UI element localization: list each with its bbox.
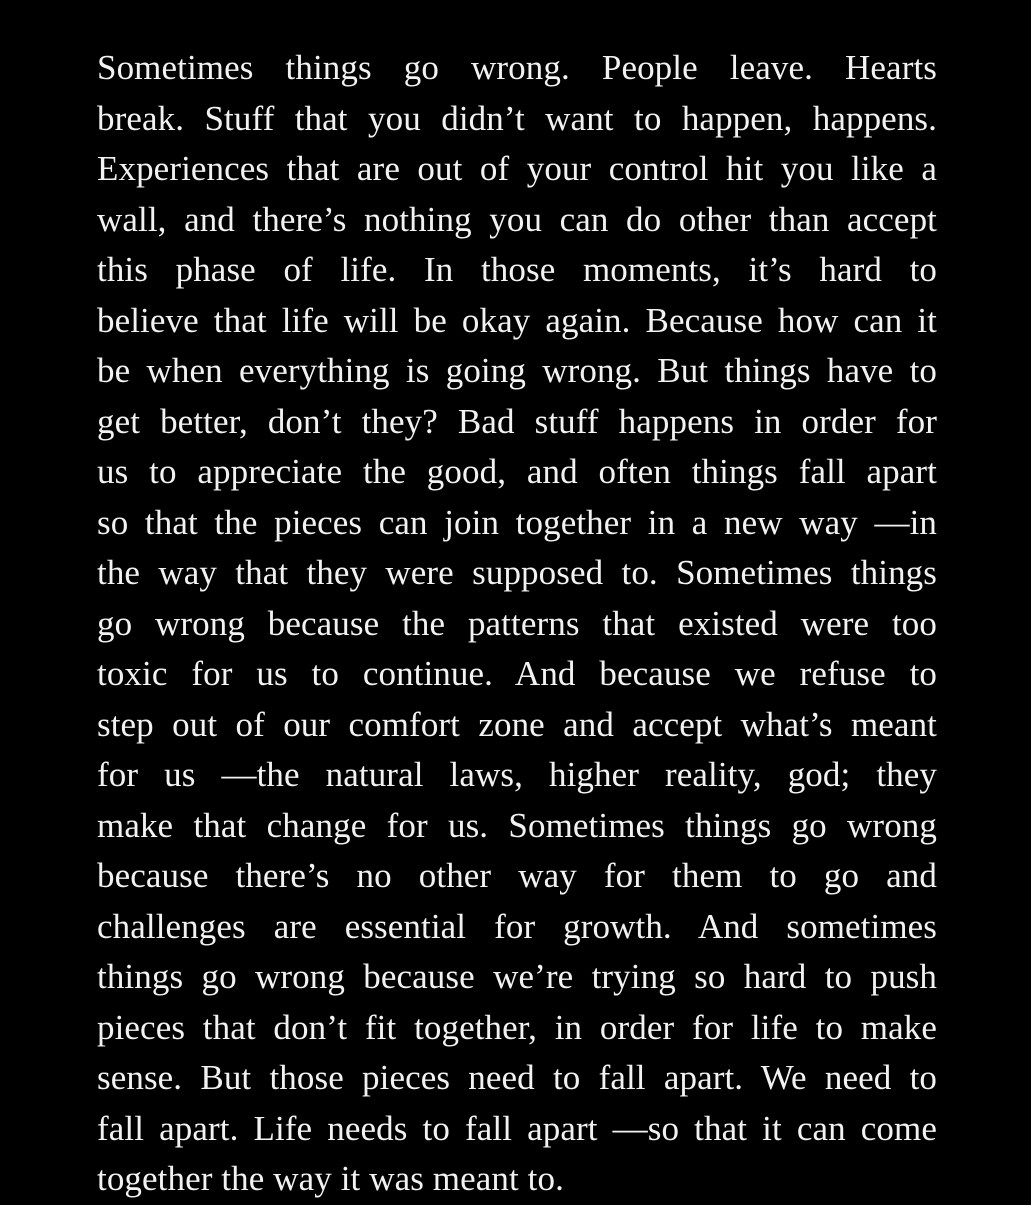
passage-line: this phase of life. In those moments, it’s hard to <box>97 250 937 289</box>
passage-line: sense. But those pieces need to fall apart. We need to <box>97 1058 937 1097</box>
passage-line: wall, and there’s nothing you can do other than accept <box>97 199 937 239</box>
passage-line-last: together the way it was meant to. <box>97 1159 564 1198</box>
passage-line: fall apart. Life needs to fall apart —so that it can come <box>97 1108 937 1148</box>
passage-line: because there’s no other way for them to go and <box>97 856 937 895</box>
passage-line: Experiences that are out of your control hit you like a <box>97 149 937 188</box>
passage-line: pieces that don’t fit together, in order for life to make <box>97 1007 937 1047</box>
passage-line: challenges are essential for growth. And sometimes <box>97 906 937 946</box>
passage-line: make that change for us. Sometimes things go wrong <box>97 805 937 845</box>
passage-line: go wrong because the patterns that existed were too <box>97 603 937 643</box>
passage-line: break. Stuff that you didn’t want to happen, happens. <box>97 98 937 138</box>
passage-line: for us —the natural laws, higher reality, god; they <box>97 755 937 794</box>
passage-text <box>97 43 937 1205</box>
passage-line: us to appreciate the good, and often things fall apart <box>97 452 937 491</box>
passage-line: the way that they were supposed to. Sometimes things <box>97 553 937 592</box>
passage-line: step out of our comfort zone and accept what’s meant <box>97 704 937 744</box>
passage-line: things go wrong because we’re trying so hard to push <box>97 957 937 996</box>
passage-line: Sometimes things go wrong. People leave. Hearts <box>97 48 937 87</box>
passage-line: be when everything is going wrong. But things have to <box>97 351 937 390</box>
passage-line: get better, don’t they? Bad stuff happens in order for <box>97 401 937 441</box>
passage-line: believe that life will be okay again. Because how can it <box>97 300 937 340</box>
passage-line: toxic for us to continue. And because we refuse to <box>97 654 937 693</box>
passage-line: so that the pieces can join together in a new way —in <box>97 502 937 542</box>
